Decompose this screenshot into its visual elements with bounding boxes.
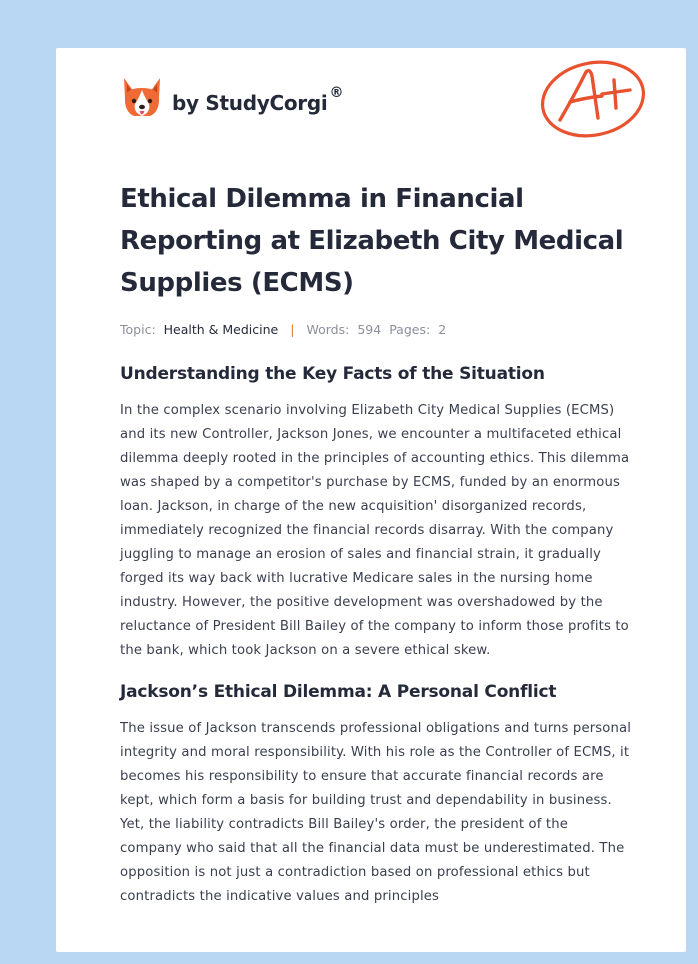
section-heading: Understanding the Key Facts of the Situation	[120, 364, 545, 384]
document-title: Ethical Dilemma in Financial Reporting at Elizabeth City Medical Supplies (ECMS)	[120, 184, 624, 298]
section-paragraph: In the complex scenario involving Elizabeth City Medical Supplies (ECMS) and its new Controller, Jackson Jones, we encounter a multifaceted ethical dilemma deeply rooted in the principles of accounting ethics. This dilemma was shaped by a competitor's purchase by ECMS, funded by an enormous loan. Jackson, in charge of the new acquisition' disorganized records, immediately recognized the financial records disarray. With the company juggling to manage an erosion of sales and financial strain, it gradually forged its way back with lucrative Medicare sales in the nursing home industry. However, the positive development was overshadowed by the reluctance of President Bill Bailey of the company to inform those profits to the bank, which took Jackson on a severe ethical skew.	[120, 403, 630, 658]
words-count: 594	[357, 322, 382, 337]
brand-name: by StudyCorgi ®	[172, 85, 344, 115]
document-content	[120, 178, 632, 909]
section-heading: Jackson’s Ethical Dilemma: A Personal Conflict	[120, 682, 557, 702]
corgi-logo-icon	[120, 76, 164, 122]
meta-separator: |	[290, 322, 295, 337]
pages-label: Pages:	[389, 322, 431, 337]
registered-mark: ®	[329, 85, 344, 101]
section-paragraph: The issue of Jackson transcends professional obligations and turns personal integrity and moral responsibility. With his role as the Controller of ECMS, it becomes his responsibility to ensure that accurate financial records are kept, which form a basis for building trust and dependability in business. Yet, the liability contradicts Bill Bailey's order, the president of the company who said that all the financial data must be underestimated. The opposition is not just a contradiction based on professional ethics but contradicts the indicative values and principles	[120, 721, 632, 904]
document-meta	[120, 322, 632, 337]
pages-count: 2	[438, 322, 447, 337]
page-header	[56, 48, 686, 158]
document-page	[56, 48, 686, 952]
topic-label: Topic:	[120, 322, 156, 337]
studycorgi-logo[interactable]	[120, 76, 343, 122]
a-plus-grade-icon	[538, 58, 648, 140]
topic-link[interactable]: Health & Medicine	[163, 322, 279, 337]
words-label: Words:	[306, 322, 350, 337]
